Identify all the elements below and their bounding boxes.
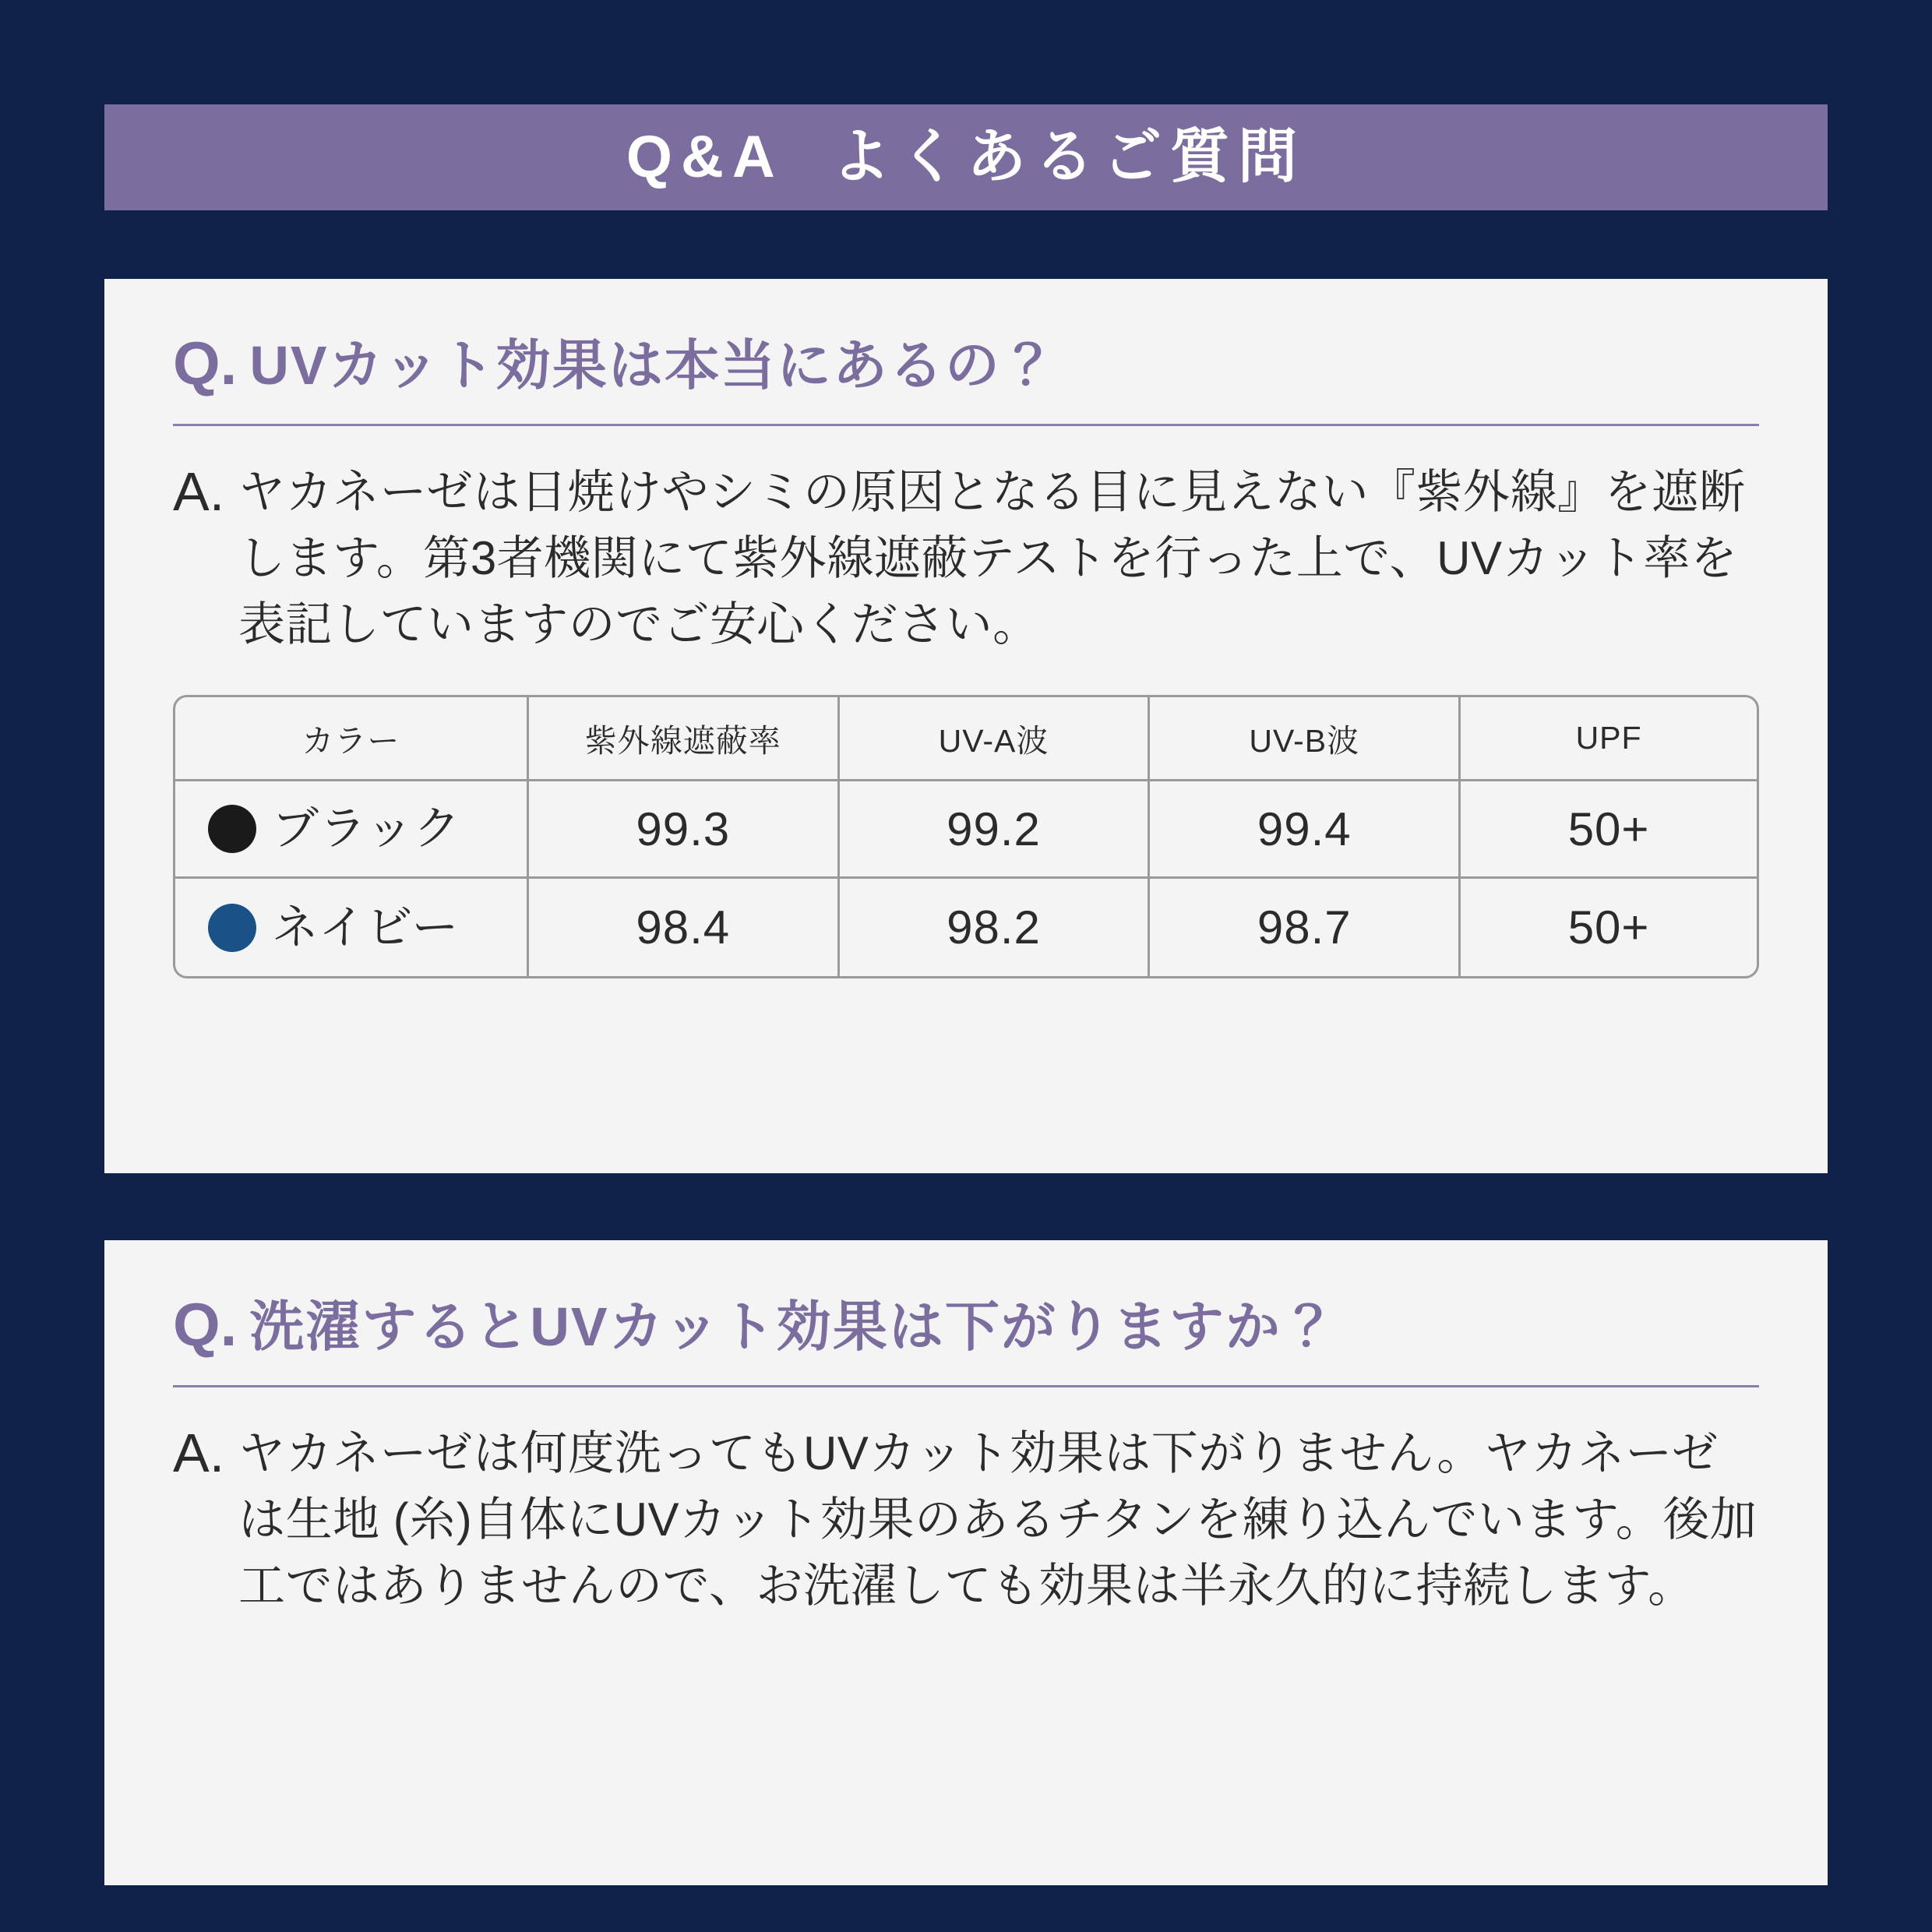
- question-text-2: 洗濯するとUVカット効果は下がりますか？: [249, 1296, 1338, 1357]
- answer-text-2: ヤカネーゼは何度洗ってもUVカット効果は下がりません。ヤカネーゼは生地 (糸)自体にUVカット効果のあるチタンを練り込んでいます。後加工ではありませんので、お洗濯しても効果は半永久的に持続します。: [238, 1426, 1757, 1613]
- answer-row-1: [173, 459, 1759, 658]
- table-header-color: カラー: [175, 697, 529, 781]
- cell-uvb-black: 99.4: [1150, 781, 1461, 879]
- table-header-row: [175, 697, 1757, 781]
- cell-color-navy: [175, 879, 529, 976]
- color-name-navy: ネイビー: [272, 901, 460, 954]
- table-header-upf: UPF: [1461, 697, 1757, 781]
- faq-card-2: [104, 1240, 1828, 1885]
- question-row-2: [173, 1292, 1759, 1359]
- answer-row-2: [173, 1420, 1759, 1620]
- cell-uva-navy: 98.2: [840, 879, 1151, 976]
- color-name-black: ブラック: [272, 802, 461, 855]
- cell-rate-black: 99.3: [529, 781, 840, 879]
- answer-text-1: ヤカネーゼは日焼けやシミの原因となる目に見えない『紫外線』を遮断します。第3者機関にて紫外線遮蔽テストを行った上で、UVカット率を表記していますのでご安心ください。: [238, 465, 1746, 651]
- header-banner: [104, 104, 1828, 210]
- page-title: Q&A よくあるご質問: [626, 124, 1306, 190]
- question-label-2: Q.: [173, 1290, 238, 1359]
- question-label-1: Q.: [173, 329, 238, 397]
- table-header-rate: 紫外線遮蔽率: [529, 697, 840, 781]
- answer-label-2: A.: [173, 1422, 225, 1483]
- divider-1: [173, 424, 1759, 426]
- uv-cut-table: [173, 695, 1759, 978]
- question-text-1: UVカット効果は本当にあるの？: [249, 335, 1057, 396]
- cell-color-black: [175, 781, 529, 879]
- divider-2: [173, 1385, 1759, 1387]
- cell-upf-navy: 50+: [1567, 901, 1650, 954]
- cell-uva-black: 99.2: [840, 781, 1151, 879]
- answer-label-1: A.: [173, 460, 225, 522]
- color-swatch-black-icon: [208, 805, 256, 853]
- table-row: [175, 879, 1757, 976]
- cell-rate-navy: 98.4: [529, 879, 840, 976]
- uv-table-wrapper: [173, 695, 1759, 978]
- question-row-1: [173, 330, 1759, 397]
- faq-card-1: [104, 279, 1828, 1173]
- cell-upf-black: 50+: [1461, 781, 1757, 879]
- table-header-uvb: UV-B波: [1150, 697, 1461, 781]
- table-header-uva: UV-A波: [840, 697, 1151, 781]
- color-swatch-navy-icon: [208, 904, 256, 952]
- table-row: [175, 781, 1757, 879]
- cell-uvb-navy: 98.7: [1150, 879, 1461, 976]
